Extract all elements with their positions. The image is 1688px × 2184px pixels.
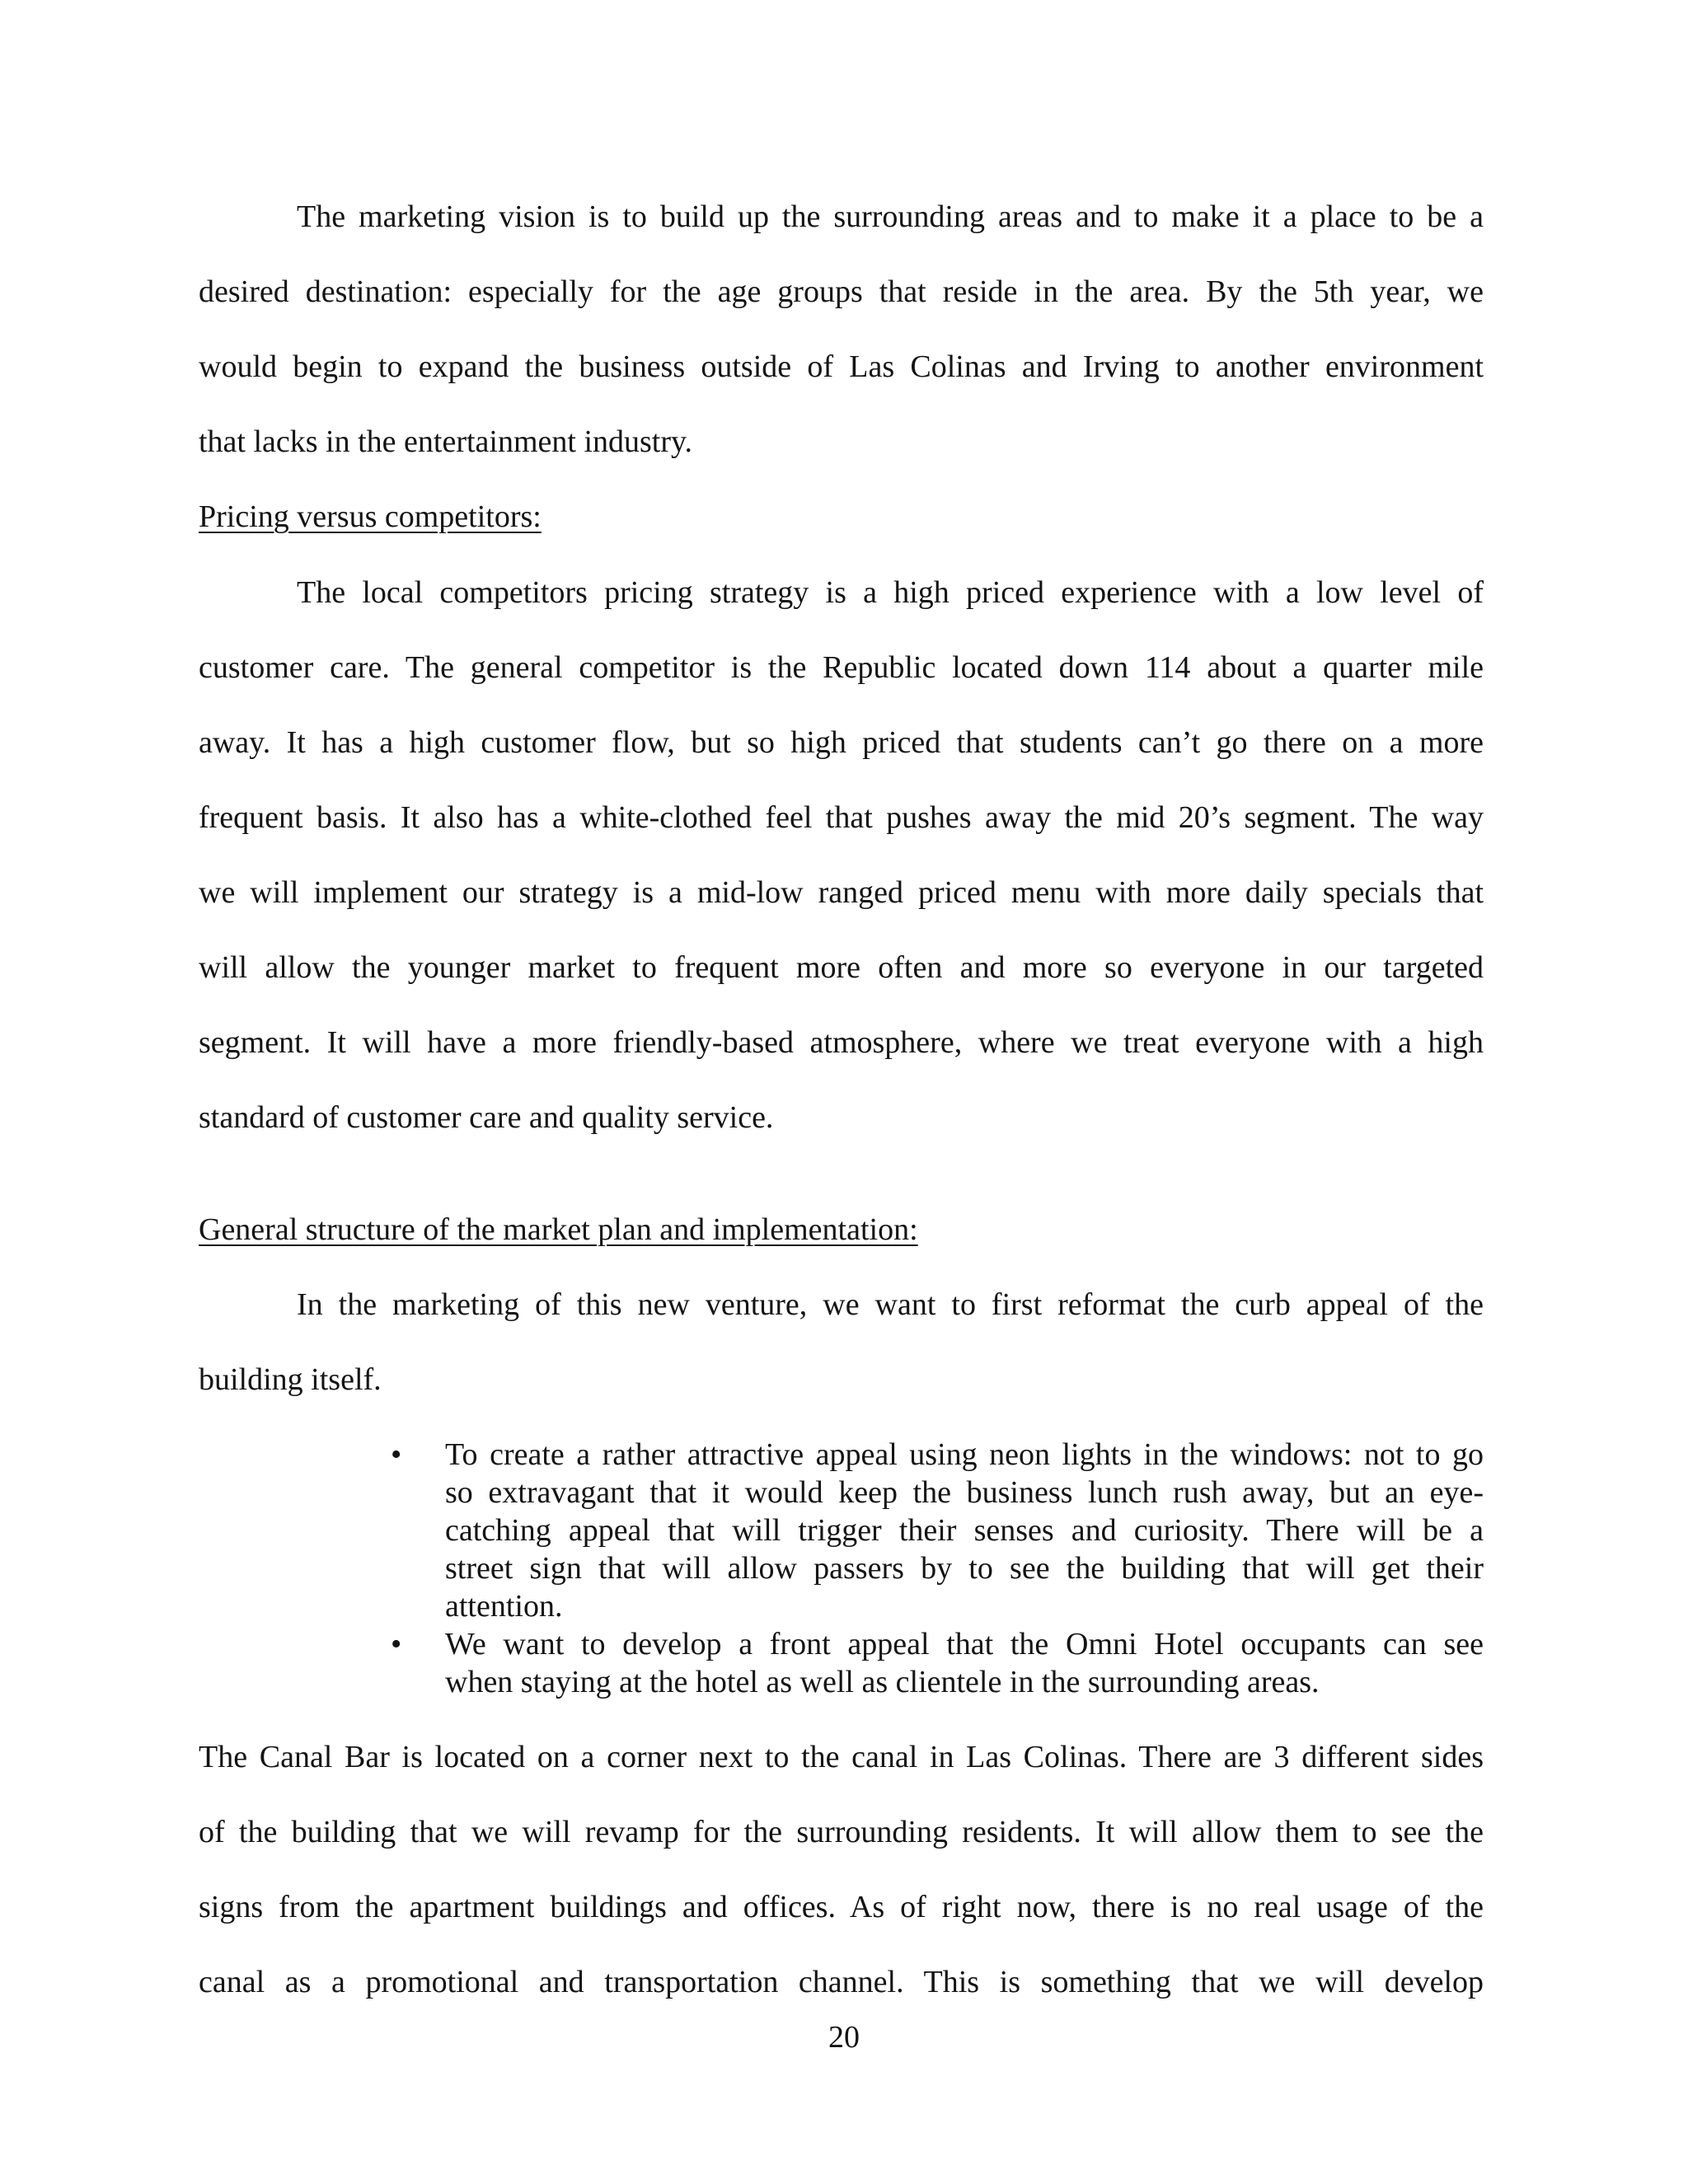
paragraph-line: The marketing vision is to build up the surrounding areas and to make it a place to be a xyxy=(297,199,1484,234)
bullet-line: so extravagant that it would keep the business lunch rush away, but an eye- xyxy=(445,1475,1484,1510)
bullet-line: catching appeal that will trigger their senses and curiosity. There will be a xyxy=(445,1513,1484,1548)
paragraph-line: frequent basis. It also has a white-clothed feel that pushes away the mid 20’s segment. The way xyxy=(199,800,1484,835)
paragraph-line: standard of customer care and quality service. xyxy=(199,1100,774,1135)
section-heading-pricing: Pricing versus competitors: xyxy=(199,499,542,534)
bullet-line: when staying at the hotel as well as clientele in the surrounding areas. xyxy=(445,1665,1320,1699)
bullet-line: attention. xyxy=(445,1589,563,1624)
paragraph-line: away. It has a high customer flow, but so high priced that students can’t go there on a more xyxy=(199,725,1484,760)
paragraph-line: signs from the apartment buildings and offices. As of right now, there is no real usage of the xyxy=(199,1890,1484,1924)
bullet-marker: • xyxy=(391,1437,402,1472)
paragraph-line: that lacks in the entertainment industry. xyxy=(199,424,693,459)
paragraph-line: customer care. The general competitor is the Republic located down 114 about a quarter mile xyxy=(199,650,1484,685)
paragraph-line: would begin to expand the business outside of Las Colinas and Irving to another environment xyxy=(199,349,1484,384)
paragraph-line: building itself. xyxy=(199,1362,382,1397)
paragraph-line: desired destination: especially for the age groups that reside in the area. By the 5th year, we xyxy=(199,274,1484,309)
paragraph-line: we will implement our strategy is a mid-low ranged priced menu with more daily specials that xyxy=(199,875,1484,910)
bullet-marker: • xyxy=(391,1627,402,1661)
paragraph-line: will allow the younger market to frequent more often and more so everyone in our targeted xyxy=(199,950,1484,985)
paragraph-line: The local competitors pricing strategy is a high priced experience with a low level of xyxy=(297,575,1484,610)
bullet-line: We want to develop a front appeal that the Omni Hotel occupants can see xyxy=(445,1627,1484,1661)
page-number: 20 xyxy=(828,2020,860,2055)
paragraph-line: In the marketing of this new venture, we want to first reformat the curb appeal of the xyxy=(297,1287,1484,1322)
paragraph-line: The Canal Bar is located on a corner next to the canal in Las Colinas. There are 3 different sides xyxy=(199,1740,1484,1774)
paragraph-line: segment. It will have a more friendly-based atmosphere, where we treat everyone with a high xyxy=(199,1025,1484,1060)
paragraph-line: canal as a promotional and transportation channel. This is something that we will develop xyxy=(199,1965,1484,1999)
bullet-line: To create a rather attractive appeal using neon lights in the windows: not to go xyxy=(445,1437,1484,1472)
paragraph-line: of the building that we will revamp for the surrounding residents. It will allow them to see the xyxy=(199,1815,1484,1849)
section-heading-market-plan: General structure of the market plan and implementation: xyxy=(199,1212,918,1247)
bullet-line: street sign that will allow passers by to see the building that will get their xyxy=(445,1551,1484,1586)
